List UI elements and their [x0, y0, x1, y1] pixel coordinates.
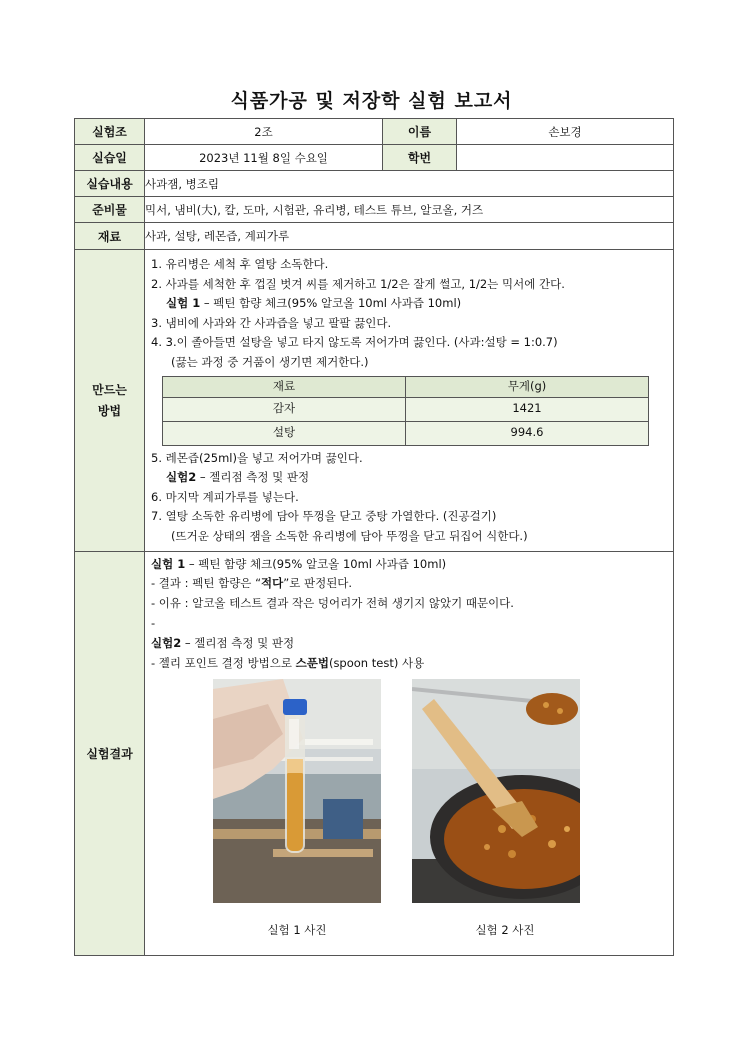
ingredients-label: 재료 — [75, 223, 145, 250]
results-jelly-method — [151, 654, 667, 674]
method-experiment-2 — [151, 468, 667, 488]
results-experiment-2-title: 실험2 — [151, 635, 182, 650]
report-table — [74, 118, 674, 956]
method-step-4-note: (끓는 과정 중 거품이 생기면 제거한다.) — [171, 354, 369, 369]
jelly-suffix: (spoon test) 사용 — [328, 655, 425, 670]
method-step-1: 1. 유리병은 세척 후 열탕 소독한다. — [151, 257, 329, 271]
report-title: 식품가공 및 저장학 실험 보고서 — [230, 90, 513, 112]
experiment-2-title: 실험2 — [166, 470, 197, 485]
results-experiment-1-title: 실험 1 — [151, 556, 186, 571]
weight-table-header — [163, 376, 649, 397]
content-row — [75, 171, 674, 197]
group-label: 실험조 — [75, 119, 145, 145]
method-row — [75, 250, 674, 552]
weight-table-cell-weight: 994.6 — [406, 421, 649, 445]
ingredients-value: 사과, 설탕, 레몬즙, 계피가루 — [145, 223, 674, 250]
prep-value: 믹서, 냄비(大), 칼, 도마, 시험관, 유리병, 테스트 튜브, 알코올, 거즈 — [145, 197, 674, 223]
weight-table-cell-name: 감자 — [163, 397, 406, 421]
result-suffix: ”로 판정된다. — [283, 576, 353, 591]
jelly-prefix: - 젤리 포인트 결정 방법으로 — [151, 655, 296, 670]
method-label-line1: 만드는 — [92, 383, 127, 398]
table-row — [163, 397, 649, 421]
results-label: 실험결과 — [75, 551, 145, 956]
caption-2: 실험 2 사진 — [475, 923, 535, 938]
results-dash: - — [151, 615, 156, 630]
results-result — [151, 574, 667, 594]
date-label: 실습일 — [75, 145, 145, 171]
group-row — [75, 119, 674, 145]
experiment-1-photo — [213, 679, 381, 903]
group-value: 2조 — [145, 119, 383, 145]
experiment-1-desc: – 펙틴 함량 체크(95% 알코올 10ml 사과즙 10ml) — [200, 296, 462, 311]
jelly-method-name: 스푼법 — [295, 655, 329, 670]
method-step-5: 5. 레몬즙(25ml)을 넣고 저어가며 끓인다. — [151, 450, 363, 465]
caption-1: 실험 1 사진 — [267, 923, 327, 938]
experiment-2-photo — [412, 679, 580, 903]
name-value: 손보경 — [457, 119, 674, 145]
content-label: 실습내용 — [75, 171, 145, 197]
result-verdict: 적다 — [261, 576, 284, 591]
method-step-2: 2. 사과를 세척한 후 껍질 벗겨 씨를 제거하고 1/2은 잘게 썰고, 1/2는 믹서에 간다. — [151, 276, 565, 291]
experiment-1-title: 실험 1 — [166, 296, 201, 311]
results-row — [75, 551, 674, 956]
method-step-7: 7. 열탕 소독한 유리병에 담아 뚜껑을 닫고 중탕 가열한다. (진공걸기) — [151, 509, 497, 524]
weight-table-cell-weight: 1421 — [406, 397, 649, 421]
student-id-value — [457, 145, 674, 171]
name-label: 이름 — [383, 119, 457, 145]
student-id-label: 학번 — [383, 145, 457, 171]
results-photos — [151, 675, 667, 955]
results-experiment-1 — [151, 555, 667, 575]
method-step-4: 4. 3.이 졸아들면 설탕을 넣고 타지 않도록 저어가며 끓인다. (사과:설탕 = 1:0.7) — [151, 335, 558, 350]
weight-table-col-weight: 무게(g) — [406, 376, 649, 397]
results-reason: - 이유 : 알코올 테스트 결과 작은 덩어리가 전혀 생기지 않았기 때문이다. — [151, 596, 514, 611]
method-step-6: 6. 마지막 계피가루를 넣는다. — [151, 489, 299, 504]
method-step-3: 3. 냄비에 사과와 간 사과즙을 넣고 팔팔 끓인다. — [151, 315, 392, 330]
method-step-7-note: (뜨거운 상태의 잼을 소독한 유리병에 담아 뚜껑을 닫고 뒤집어 식한다.) — [171, 528, 528, 543]
date-value: 2023년 11월 8일 수요일 — [145, 145, 383, 171]
weight-table-cell-name: 설탕 — [163, 421, 406, 445]
ingredients-row — [75, 223, 674, 250]
prep-row — [75, 197, 674, 223]
experiment-2-desc: – 젤리점 측정 및 판정 — [196, 470, 310, 485]
date-row — [75, 145, 674, 171]
results-experiment-2-desc: – 젤리점 측정 및 판정 — [181, 635, 295, 650]
results-experiment-1-desc: – 펙틴 함량 체크(95% 알코올 10ml 사과즙 10ml) — [185, 556, 447, 571]
results-content — [145, 551, 674, 956]
weight-table-col-ingredient: 재료 — [163, 376, 406, 397]
table-row — [163, 421, 649, 445]
result-prefix: - 결과 : 펙틴 함량은 “ — [151, 576, 262, 591]
method-label — [75, 250, 145, 552]
weight-table — [162, 376, 649, 446]
results-experiment-2 — [151, 634, 667, 654]
prep-label: 준비물 — [75, 197, 145, 223]
content-value: 사과잼, 병조림 — [145, 171, 674, 197]
method-content — [145, 250, 674, 552]
method-label-line2: 방법 — [97, 404, 122, 419]
method-experiment-1 — [151, 294, 667, 314]
